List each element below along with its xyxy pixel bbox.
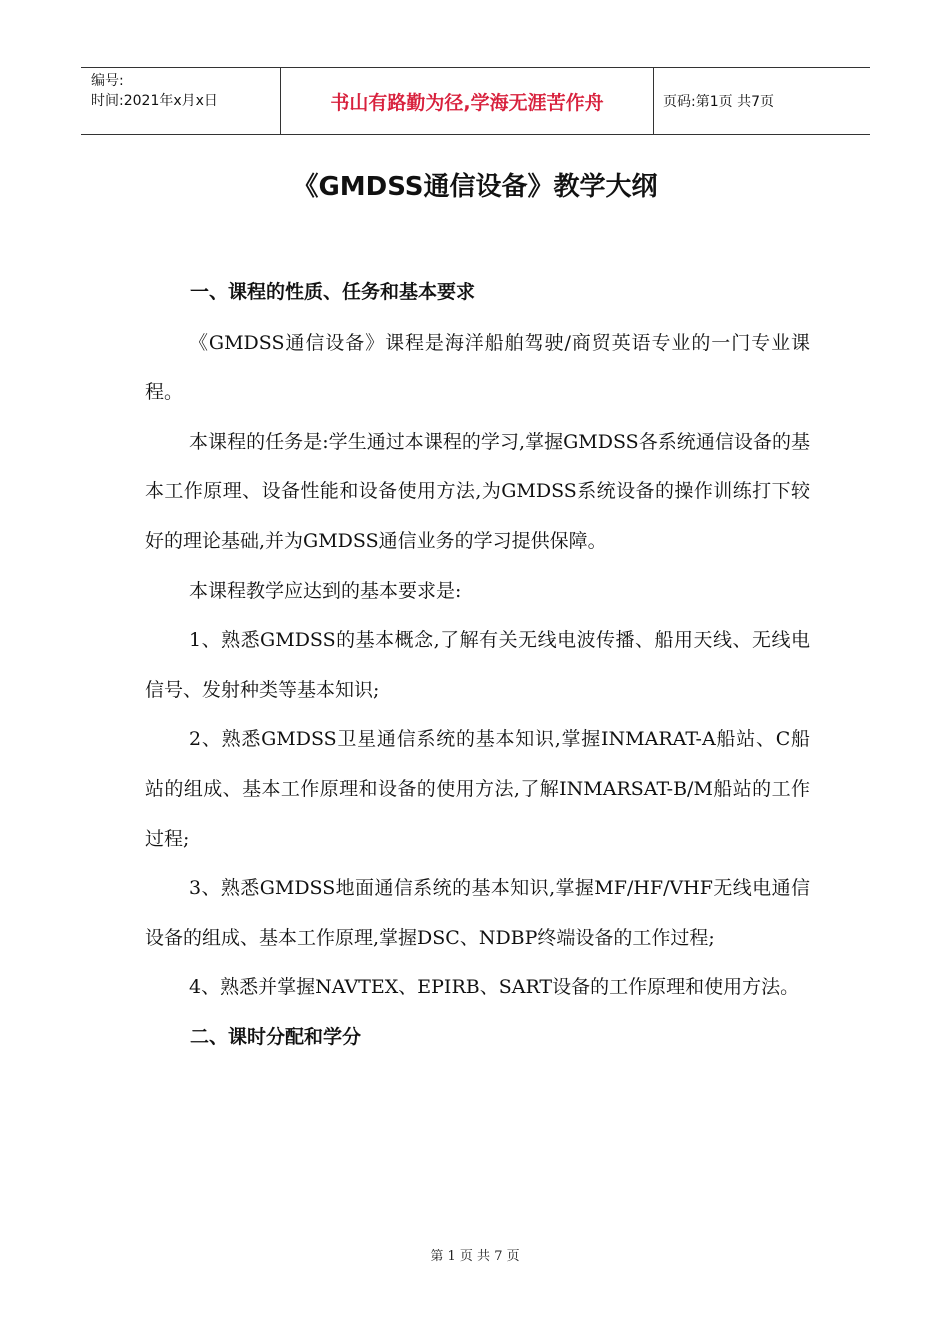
paragraph-course-task: 本课程的任务是:学生通过本课程的学习,掌握GMDSS各系统通信设备的基本工作原理、设备性能和设备使用方法,为GMDSS系统设备的操作训练打下较好的理论基础,并为GMDSS通信业务的学习提供保障。 xyxy=(145,430,810,552)
document-title: 《GMDSS通信设备》教学大纲 xyxy=(292,172,658,202)
section-heading-2: 二、课时分配和学分 xyxy=(190,1025,362,1048)
page-header xyxy=(81,67,870,135)
number-label: 编号: xyxy=(91,73,124,89)
paragraph-course-nature: 《GMDSS通信设备》课程是海洋船舶驾驶/商贸英语专业的一门专业课程。 xyxy=(145,331,810,404)
paragraph-requirements-intro: 本课程教学应达到的基本要求是: xyxy=(189,579,462,602)
requirement-item-4: 4、熟悉并掌握NAVTEX、EPIRB、SART设备的工作原理和使用方法。 xyxy=(189,976,800,999)
document-body xyxy=(145,268,810,1063)
page-footer: 第 1 页 共 7 页 xyxy=(430,1249,520,1264)
requirement-item-3: 3、熟悉GMDSS地面通信系统的基本知识,掌握MF/HF/VHF无线电通信设备的组成、基本工作原理,掌握DSC、NDBP终端设备的工作过程; xyxy=(145,877,810,949)
section-heading-1: 一、课程的性质、任务和基本要求 xyxy=(190,281,476,303)
requirement-item-1: 1、熟悉GMDSS的基本概念,了解有关无线电波传播、船用天线、无线电信号、发射种类等基本知识; xyxy=(145,629,810,701)
header-motto: 书山有路勤为径,学海无涯苦作舟 xyxy=(281,68,654,134)
header-page-info: 页码:第1页 共7页 xyxy=(663,94,774,110)
requirement-item-2: 2、熟悉GMDSS卫星通信系统的基本知识,掌握INMARAT-A船站、C船站的组成、基本工作原理和设备的使用方法,了解INMARSAT-B/M船站的工作过程; xyxy=(145,728,810,850)
time-label: 时间:2021年x月x日 xyxy=(91,93,218,109)
header-meta xyxy=(81,68,281,134)
